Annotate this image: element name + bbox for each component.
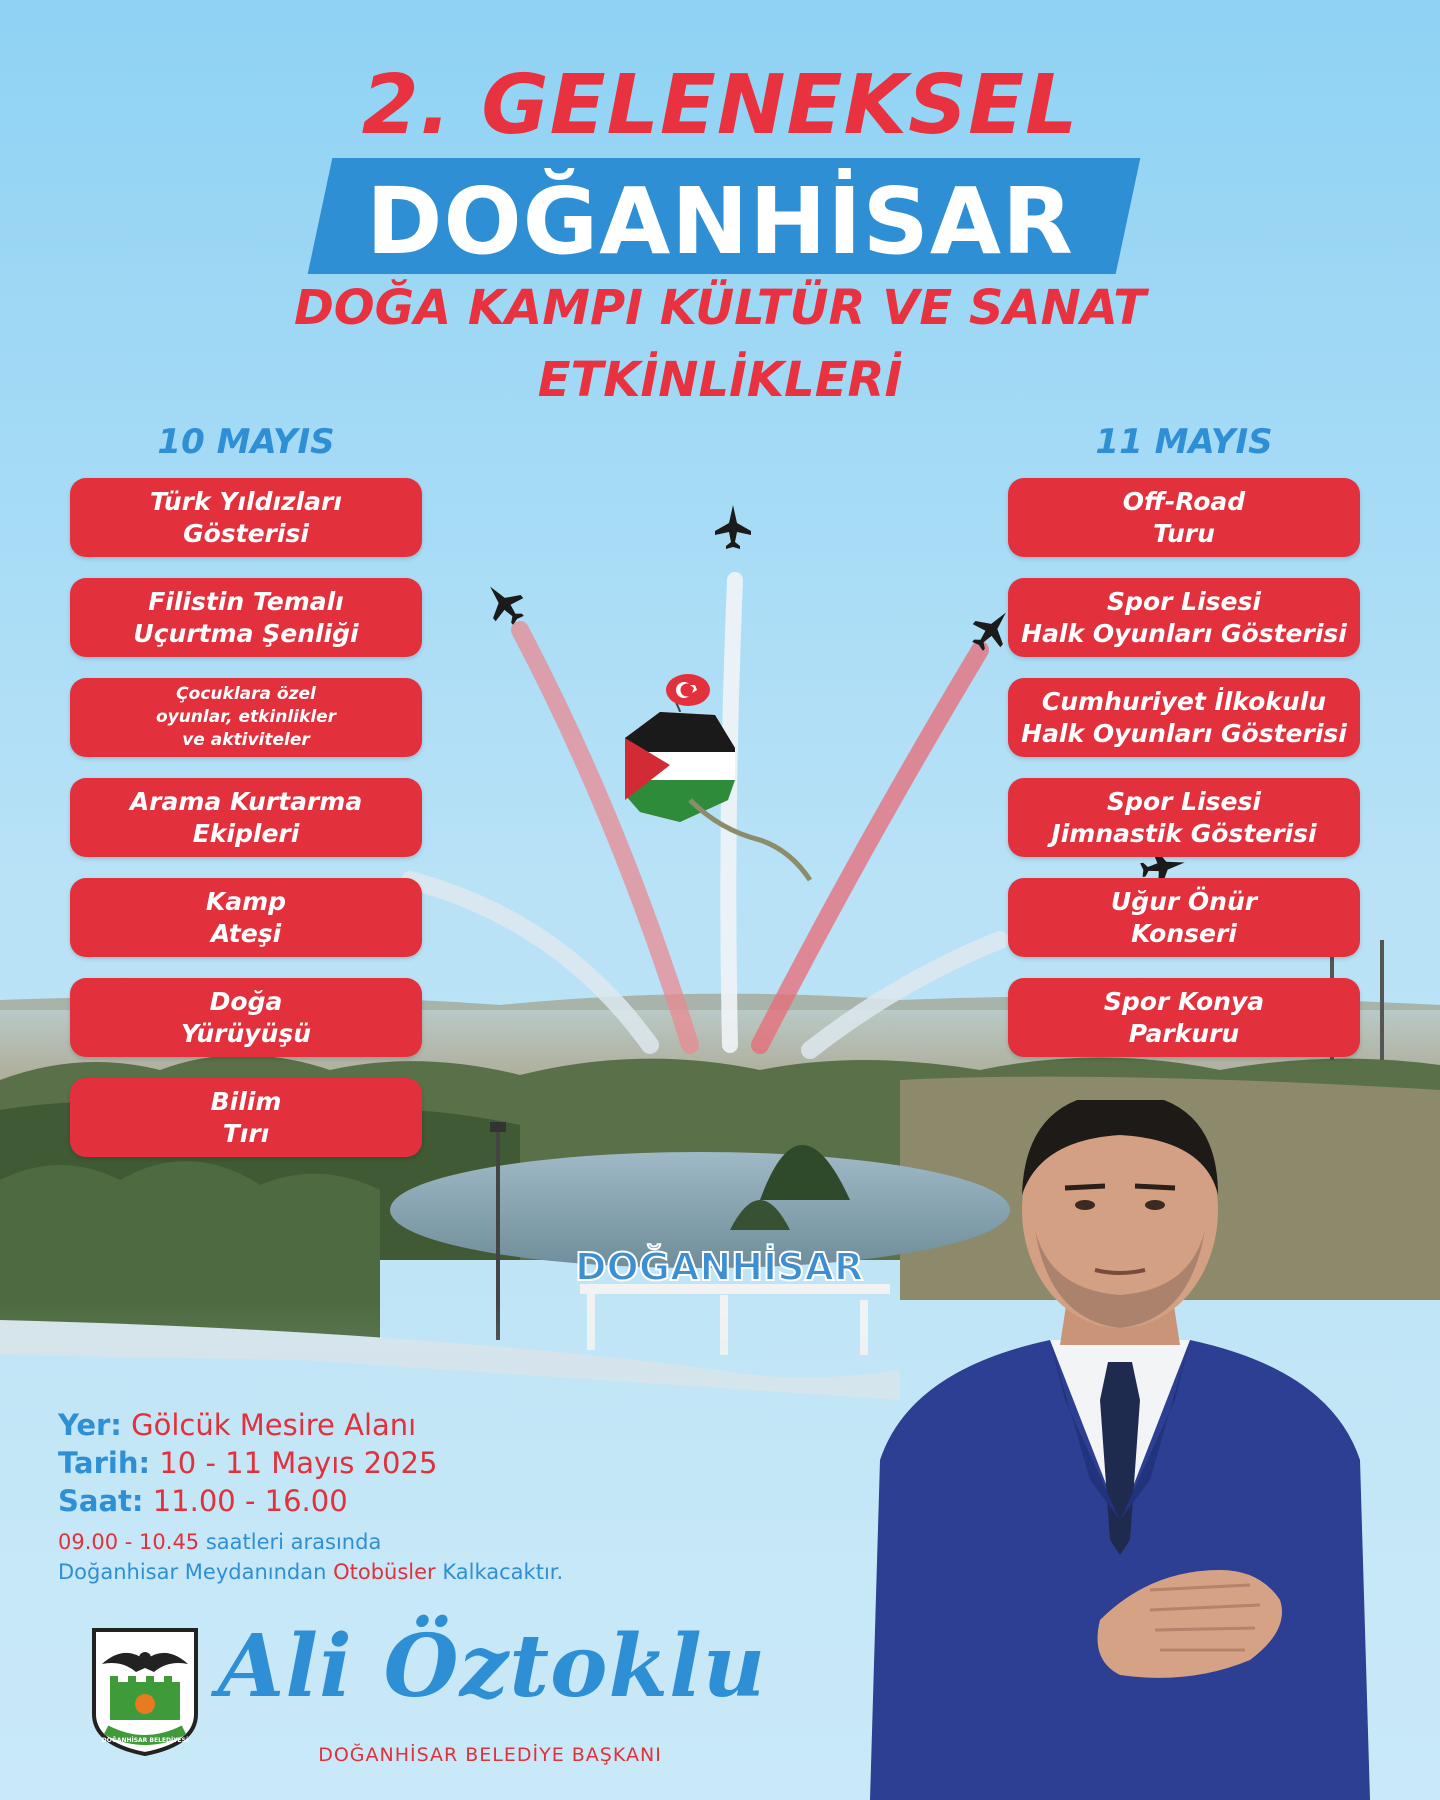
event-line: Spor Lisesi	[1107, 586, 1261, 616]
event-line: Tırı	[222, 1118, 270, 1148]
event-pill	[70, 1078, 422, 1157]
title-subtitle: DOĞA KAMPI KÜLTÜR VE SANAT	[293, 280, 1147, 336]
bus-note-time: 09.00 - 10.45	[58, 1530, 200, 1554]
info-date-label: Tarih:	[58, 1446, 151, 1480]
event-line: oyunlar, etkinlikler	[155, 707, 337, 727]
bus-note-text: Doğanhisar Meydanından	[58, 1560, 334, 1584]
event-pill	[1008, 778, 1360, 857]
jet-icon	[715, 505, 751, 549]
event-pill	[1008, 978, 1360, 1057]
info-time-label: Saat:	[58, 1484, 144, 1518]
day-2-event-list	[1008, 478, 1360, 1057]
event-line: Jimnastik Gösterisi	[1051, 818, 1317, 848]
event-line: Halk Oyunları Gösterisi	[1021, 718, 1347, 748]
event-line: Doğa	[209, 986, 283, 1016]
event-pill	[70, 678, 422, 757]
event-line: Kamp	[205, 886, 287, 916]
title-edition: 2. GELENEKSEL	[361, 58, 1079, 153]
info-date-value: 10 - 11 Mayıs 2025	[159, 1446, 438, 1480]
event-line: Halk Oyunları Gösterisi	[1021, 618, 1347, 648]
event-line: Filistin Temalı	[148, 586, 344, 616]
event-line: Spor Konya	[1103, 986, 1265, 1016]
event-line: Yürüyüşü	[180, 1018, 312, 1048]
event-line: Parkuru	[1128, 1018, 1240, 1048]
event-line: Spor Lisesi	[1107, 786, 1261, 816]
day-heading-10-mayis: 10 MAYIS	[157, 422, 335, 462]
event-line: Uğur Önür	[1110, 886, 1258, 916]
info-time-value: 11.00 - 16.00	[152, 1484, 348, 1518]
event-line: ve aktiviteler	[182, 730, 310, 750]
day-1-event-list	[70, 478, 422, 1157]
bus-note-line-2	[58, 1560, 563, 1584]
bus-note-text: Kalkacaktır.	[435, 1560, 564, 1584]
info-date	[58, 1446, 437, 1480]
event-line: Ateşi	[210, 918, 282, 948]
event-line: Uçurtma Şenliği	[133, 618, 359, 648]
mayor-signature: Ali Öztoklu	[217, 1616, 767, 1717]
bus-note-line-1	[58, 1530, 381, 1554]
title-town: DOĞANHİSAR	[366, 168, 1074, 275]
event-line: Turu	[1153, 518, 1215, 548]
event-line: Ekipleri	[192, 818, 300, 848]
event-line: Türk Yıldızları	[150, 486, 342, 516]
mayor-title: DOĞANHİSAR BELEDİYE BAŞKANI	[318, 1744, 662, 1766]
info-location-label: Yer:	[58, 1408, 122, 1442]
bus-note-highlight: Otobüsler	[333, 1560, 436, 1584]
event-line: Cumhuriyet İlkokulu	[1041, 686, 1327, 716]
town-sign-text: DOĞANHİSAR	[575, 1245, 864, 1289]
event-pill	[1008, 878, 1360, 957]
mayor-portrait	[850, 1100, 1390, 1800]
event-pill	[1008, 478, 1360, 557]
eagle-emblem-icon	[88, 1626, 202, 1756]
event-pill	[70, 578, 422, 657]
event-pill	[70, 978, 422, 1057]
event-line: Çocuklara özel	[176, 684, 316, 704]
title-subtitle-2: ETKİNLİKLERİ	[537, 352, 903, 408]
event-line: Gösterisi	[183, 518, 309, 548]
event-pill	[70, 478, 422, 557]
turkish-flag-icon	[666, 674, 710, 706]
info-time	[58, 1484, 348, 1518]
event-pill	[1008, 678, 1360, 757]
info-location	[58, 1408, 416, 1442]
event-line: Konseri	[1131, 918, 1237, 948]
bus-note-text: saatleri arasında	[199, 1530, 382, 1554]
day-heading-11-mayis: 11 MAYIS	[1095, 422, 1273, 462]
kite-icon	[625, 690, 810, 880]
event-line: Bilim	[210, 1086, 282, 1116]
event-pill	[1008, 578, 1360, 657]
svg-text:DOĞANHİSAR BELEDİYESİ: DOĞANHİSAR BELEDİYESİ	[101, 1737, 189, 1744]
event-pill	[70, 778, 422, 857]
event-line: Off-Road	[1122, 486, 1246, 516]
event-line: Arama Kurtarma	[129, 786, 363, 816]
event-pill	[70, 878, 422, 957]
info-location-value: Gölcük Mesire Alanı	[131, 1408, 417, 1442]
